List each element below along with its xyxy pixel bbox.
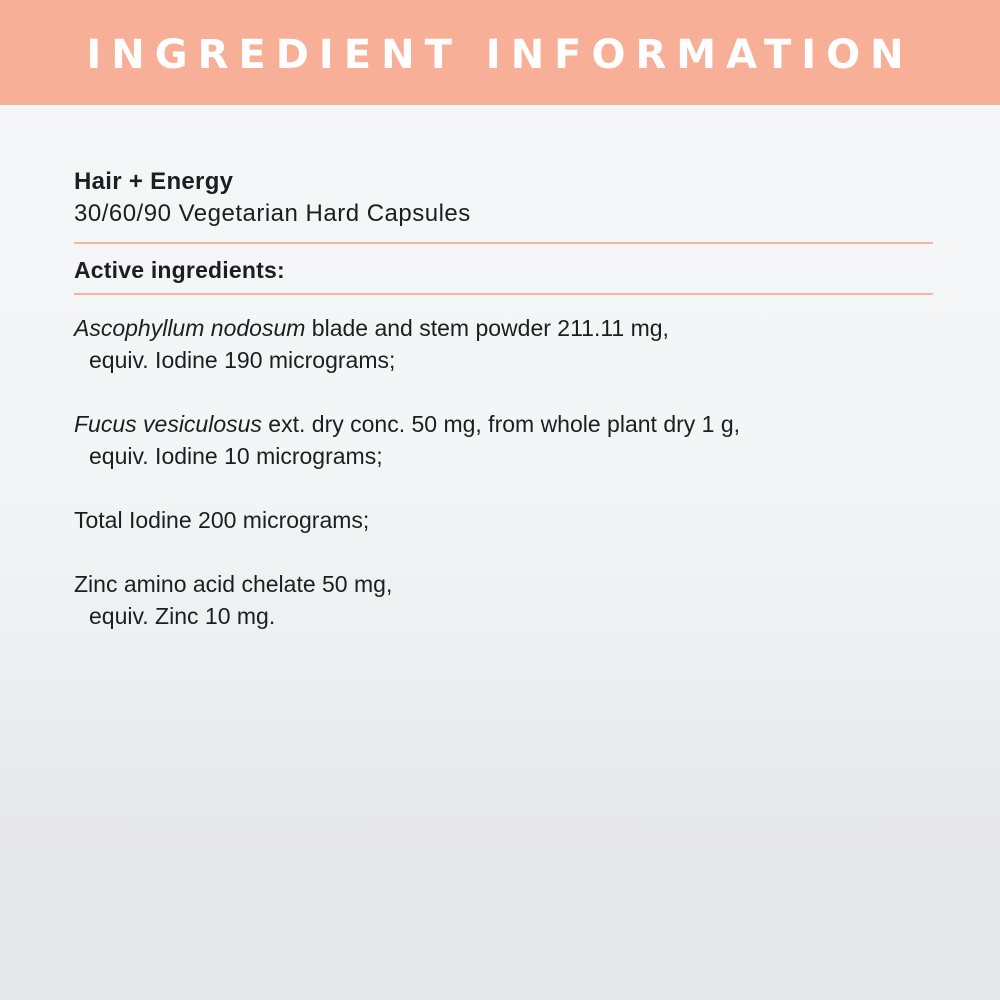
header-banner — [0, 0, 1000, 105]
product-form: 30/60/90 Vegetarian Hard Capsules — [74, 200, 471, 227]
ingredient-description: ext. dry conc. 50 mg, from whole plant dry 1 g, — [261, 411, 741, 437]
ingredient-list — [74, 312, 933, 632]
ingredient-description: blade and stem powder 211.11 mg, — [305, 315, 669, 341]
ingredient-equivalent: equiv. Iodine 10 micrograms; — [89, 443, 383, 469]
ingredient-description: Total Iodine 200 micrograms; — [74, 507, 370, 533]
ingredient-item — [74, 568, 933, 632]
ingredient-botanical-name: Fucus vesiculosus — [74, 411, 262, 437]
product-name: Hair + Energy — [74, 168, 234, 195]
ingredient-panel — [74, 166, 933, 664]
section-heading: Active ingredients: — [74, 257, 285, 283]
ingredient-item — [74, 312, 933, 376]
ingredient-equivalent: equiv. Zinc 10 mg. — [89, 603, 276, 629]
ingredient-line — [74, 312, 933, 344]
ingredient-description: Zinc amino acid chelate 50 mg, — [74, 571, 393, 597]
divider-bottom — [74, 293, 933, 295]
banner-title: INGREDIENT INFORMATION — [86, 31, 914, 78]
ingredient-line — [74, 408, 933, 440]
ingredient-botanical-name: Ascophyllum nodosum — [74, 315, 306, 341]
ingredient-equivalent: equiv. Iodine 190 micrograms; — [89, 347, 396, 373]
ingredient-item — [74, 408, 933, 472]
ingredient-item — [74, 504, 933, 536]
